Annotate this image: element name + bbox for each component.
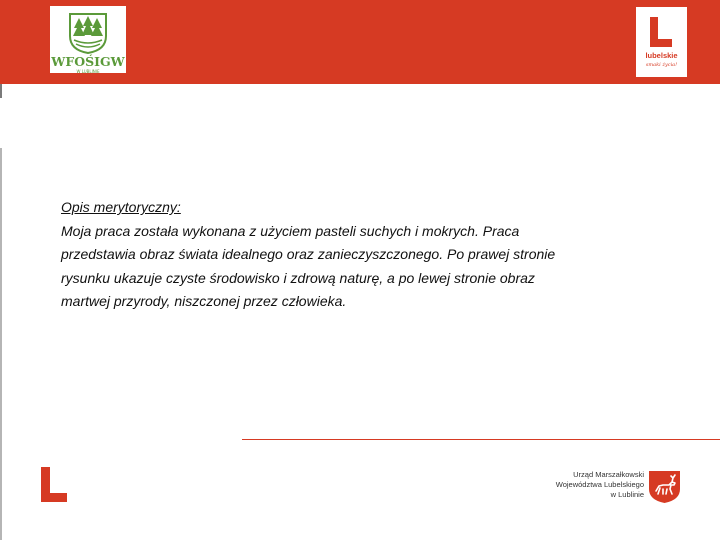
office-line: Województwa Lubelskiego xyxy=(555,480,644,489)
description-line: rysunku ukazuje czyste środowisko i zdrową naturę, a po lewej stronie obraz xyxy=(61,269,535,286)
wfosigw-logo-subtitle: W LUBLINIE xyxy=(76,69,100,74)
office-line: w Lublinie xyxy=(610,490,644,499)
l-letter-icon xyxy=(636,7,687,51)
lubelskie-logo xyxy=(636,7,687,77)
office-name xyxy=(548,470,644,500)
forest-emblem-icon xyxy=(50,6,126,54)
wfosigw-logo-text: WFOŚIGW xyxy=(51,54,125,69)
office-line: Urząd Marszałkowski xyxy=(573,470,644,479)
description-heading: Opis merytoryczny: xyxy=(61,199,181,215)
wfosigw-logo xyxy=(50,6,126,73)
left-edge-line xyxy=(0,148,2,540)
description-block xyxy=(61,196,661,314)
description-line: Moja praca została wykonana z użyciem pasteli suchych i mokrych. Praca xyxy=(61,222,520,239)
header-bar xyxy=(0,0,720,84)
left-edge-mark xyxy=(0,84,2,98)
description-line: martwej przyrody, niszczonej przez człowieka. xyxy=(61,293,347,309)
deer-crest-icon xyxy=(647,469,682,504)
footer-l-logo-icon xyxy=(40,467,68,503)
lubelskie-logo-text: lubelskie xyxy=(645,51,678,60)
footer-divider xyxy=(242,439,720,440)
lubelskie-logo-tagline: smaki życia! xyxy=(645,62,678,68)
description-line: przedstawia obraz świata idealnego oraz zanieczyszczonego. Po prawej stronie xyxy=(61,246,556,262)
